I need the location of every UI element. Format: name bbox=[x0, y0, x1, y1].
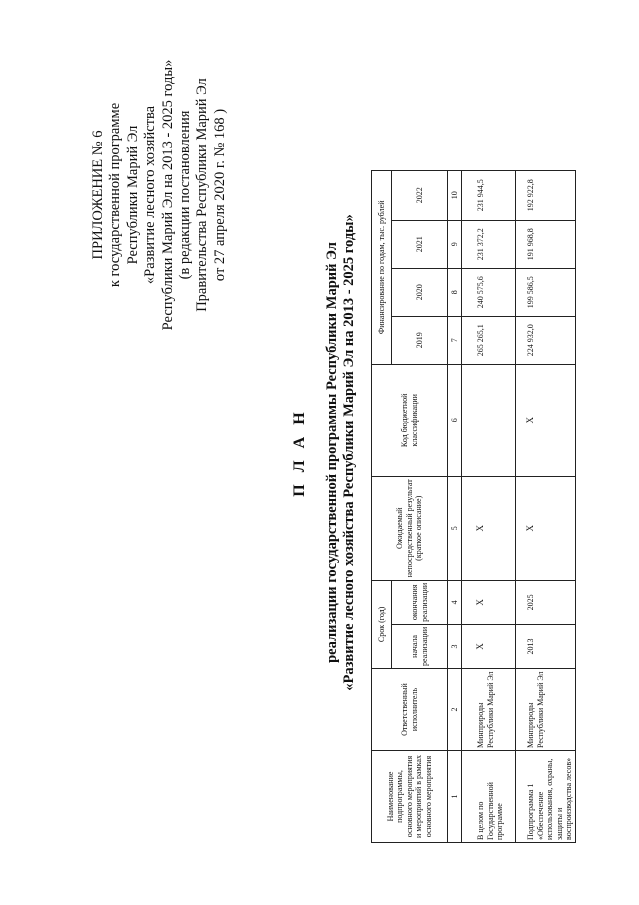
table-row bbox=[516, 170, 576, 842]
header-executor: Ответственный исполнитель bbox=[372, 669, 448, 751]
appendix-line: от 27 апреля 2020 г. № 168 ) bbox=[211, 108, 228, 282]
row-term-end: X bbox=[462, 580, 516, 624]
header-term-end: окончания реализации bbox=[392, 580, 448, 624]
plan-subtitle-line1: реализации государственной программы Республики Марий Эл bbox=[324, 242, 340, 663]
row-name: В целом по Государственной программе bbox=[462, 751, 516, 843]
row-name: Подпрограмма 1 «Обеспечение использования, охраны, защиты и воспроизводства лесов» bbox=[516, 751, 576, 843]
column-number: 8 bbox=[448, 268, 462, 316]
appendix-line: Республики Марий Эл на 2013 - 2025 годы» bbox=[159, 59, 176, 331]
header-financing: Финансирование по годам, тыс. рублей bbox=[372, 170, 392, 364]
header-year-2019: 2019 bbox=[392, 316, 448, 364]
header-year-2022: 2022 bbox=[392, 170, 448, 220]
appendix-line: «Развитие лесного хозяйства bbox=[142, 105, 159, 285]
column-number: 1 bbox=[448, 751, 462, 843]
row-expected-result: X bbox=[516, 476, 576, 580]
row-term-start: 2013 bbox=[516, 624, 576, 668]
column-number: 10 bbox=[448, 170, 462, 220]
appendix-line: Правительства Республики Марий Эл bbox=[194, 78, 211, 312]
row-value-2021: 191 968,8 bbox=[516, 220, 576, 268]
row-expected-result: X bbox=[462, 476, 516, 580]
row-executor: Минприроды Республики Марий Эл bbox=[516, 669, 576, 751]
header-term-start: начала реализации bbox=[392, 624, 448, 668]
row-term-end: 2025 bbox=[516, 580, 576, 624]
row-value-2022: 231 944,5 bbox=[462, 170, 516, 220]
plan-table bbox=[371, 170, 576, 843]
column-number: 2 bbox=[448, 669, 462, 751]
appendix-line: (в редакции постановления bbox=[177, 110, 194, 280]
appendix-line: к государственной программе bbox=[107, 102, 124, 288]
column-number: 6 bbox=[448, 364, 462, 476]
appendix-block bbox=[90, 45, 229, 345]
row-executor: Минприроды Республики Марий Эл bbox=[462, 669, 516, 751]
row-value-2020: 199 586,5 bbox=[516, 268, 576, 316]
column-number: 9 bbox=[448, 220, 462, 268]
header-term: Срок (год) bbox=[372, 580, 392, 668]
plan-heading bbox=[290, 0, 358, 905]
column-number-row bbox=[448, 170, 462, 842]
appendix-line: ПРИЛОЖЕНИЕ № 6 bbox=[90, 130, 106, 260]
header-expected-result: Ожидаемый непосредственный результат (краткое описание) bbox=[372, 476, 448, 580]
row-value-2021: 231 372,2 bbox=[462, 220, 516, 268]
table-row bbox=[462, 170, 516, 842]
row-value-2019: 224 932,0 bbox=[516, 316, 576, 364]
row-term-start: X bbox=[462, 624, 516, 668]
header-year-2020: 2020 bbox=[392, 268, 448, 316]
appendix-line: Республики Марий Эл bbox=[124, 125, 141, 265]
column-number: 5 bbox=[448, 476, 462, 580]
header-year-2021: 2021 bbox=[392, 220, 448, 268]
plan-title: П Л А Н bbox=[291, 408, 308, 497]
row-value-2019: 265 265,1 bbox=[462, 316, 516, 364]
column-number: 4 bbox=[448, 580, 462, 624]
row-value-2020: 240 575,6 bbox=[462, 268, 516, 316]
row-budget-code: X bbox=[516, 364, 576, 476]
header-name: Наименование подпрограммы, основного мероприятия и мероприятий в рамках основного мероприятия bbox=[372, 751, 448, 843]
column-number: 3 bbox=[448, 624, 462, 668]
column-number: 7 bbox=[448, 316, 462, 364]
header-budget-code: Код бюджетной классификации bbox=[372, 364, 448, 476]
row-value-2022: 192 922,8 bbox=[516, 170, 576, 220]
plan-subtitle-line2: «Развитие лесного хозяйства Республики Марий Эл на 2013 - 2025 годы» bbox=[341, 214, 357, 691]
row-budget-code bbox=[462, 364, 516, 476]
